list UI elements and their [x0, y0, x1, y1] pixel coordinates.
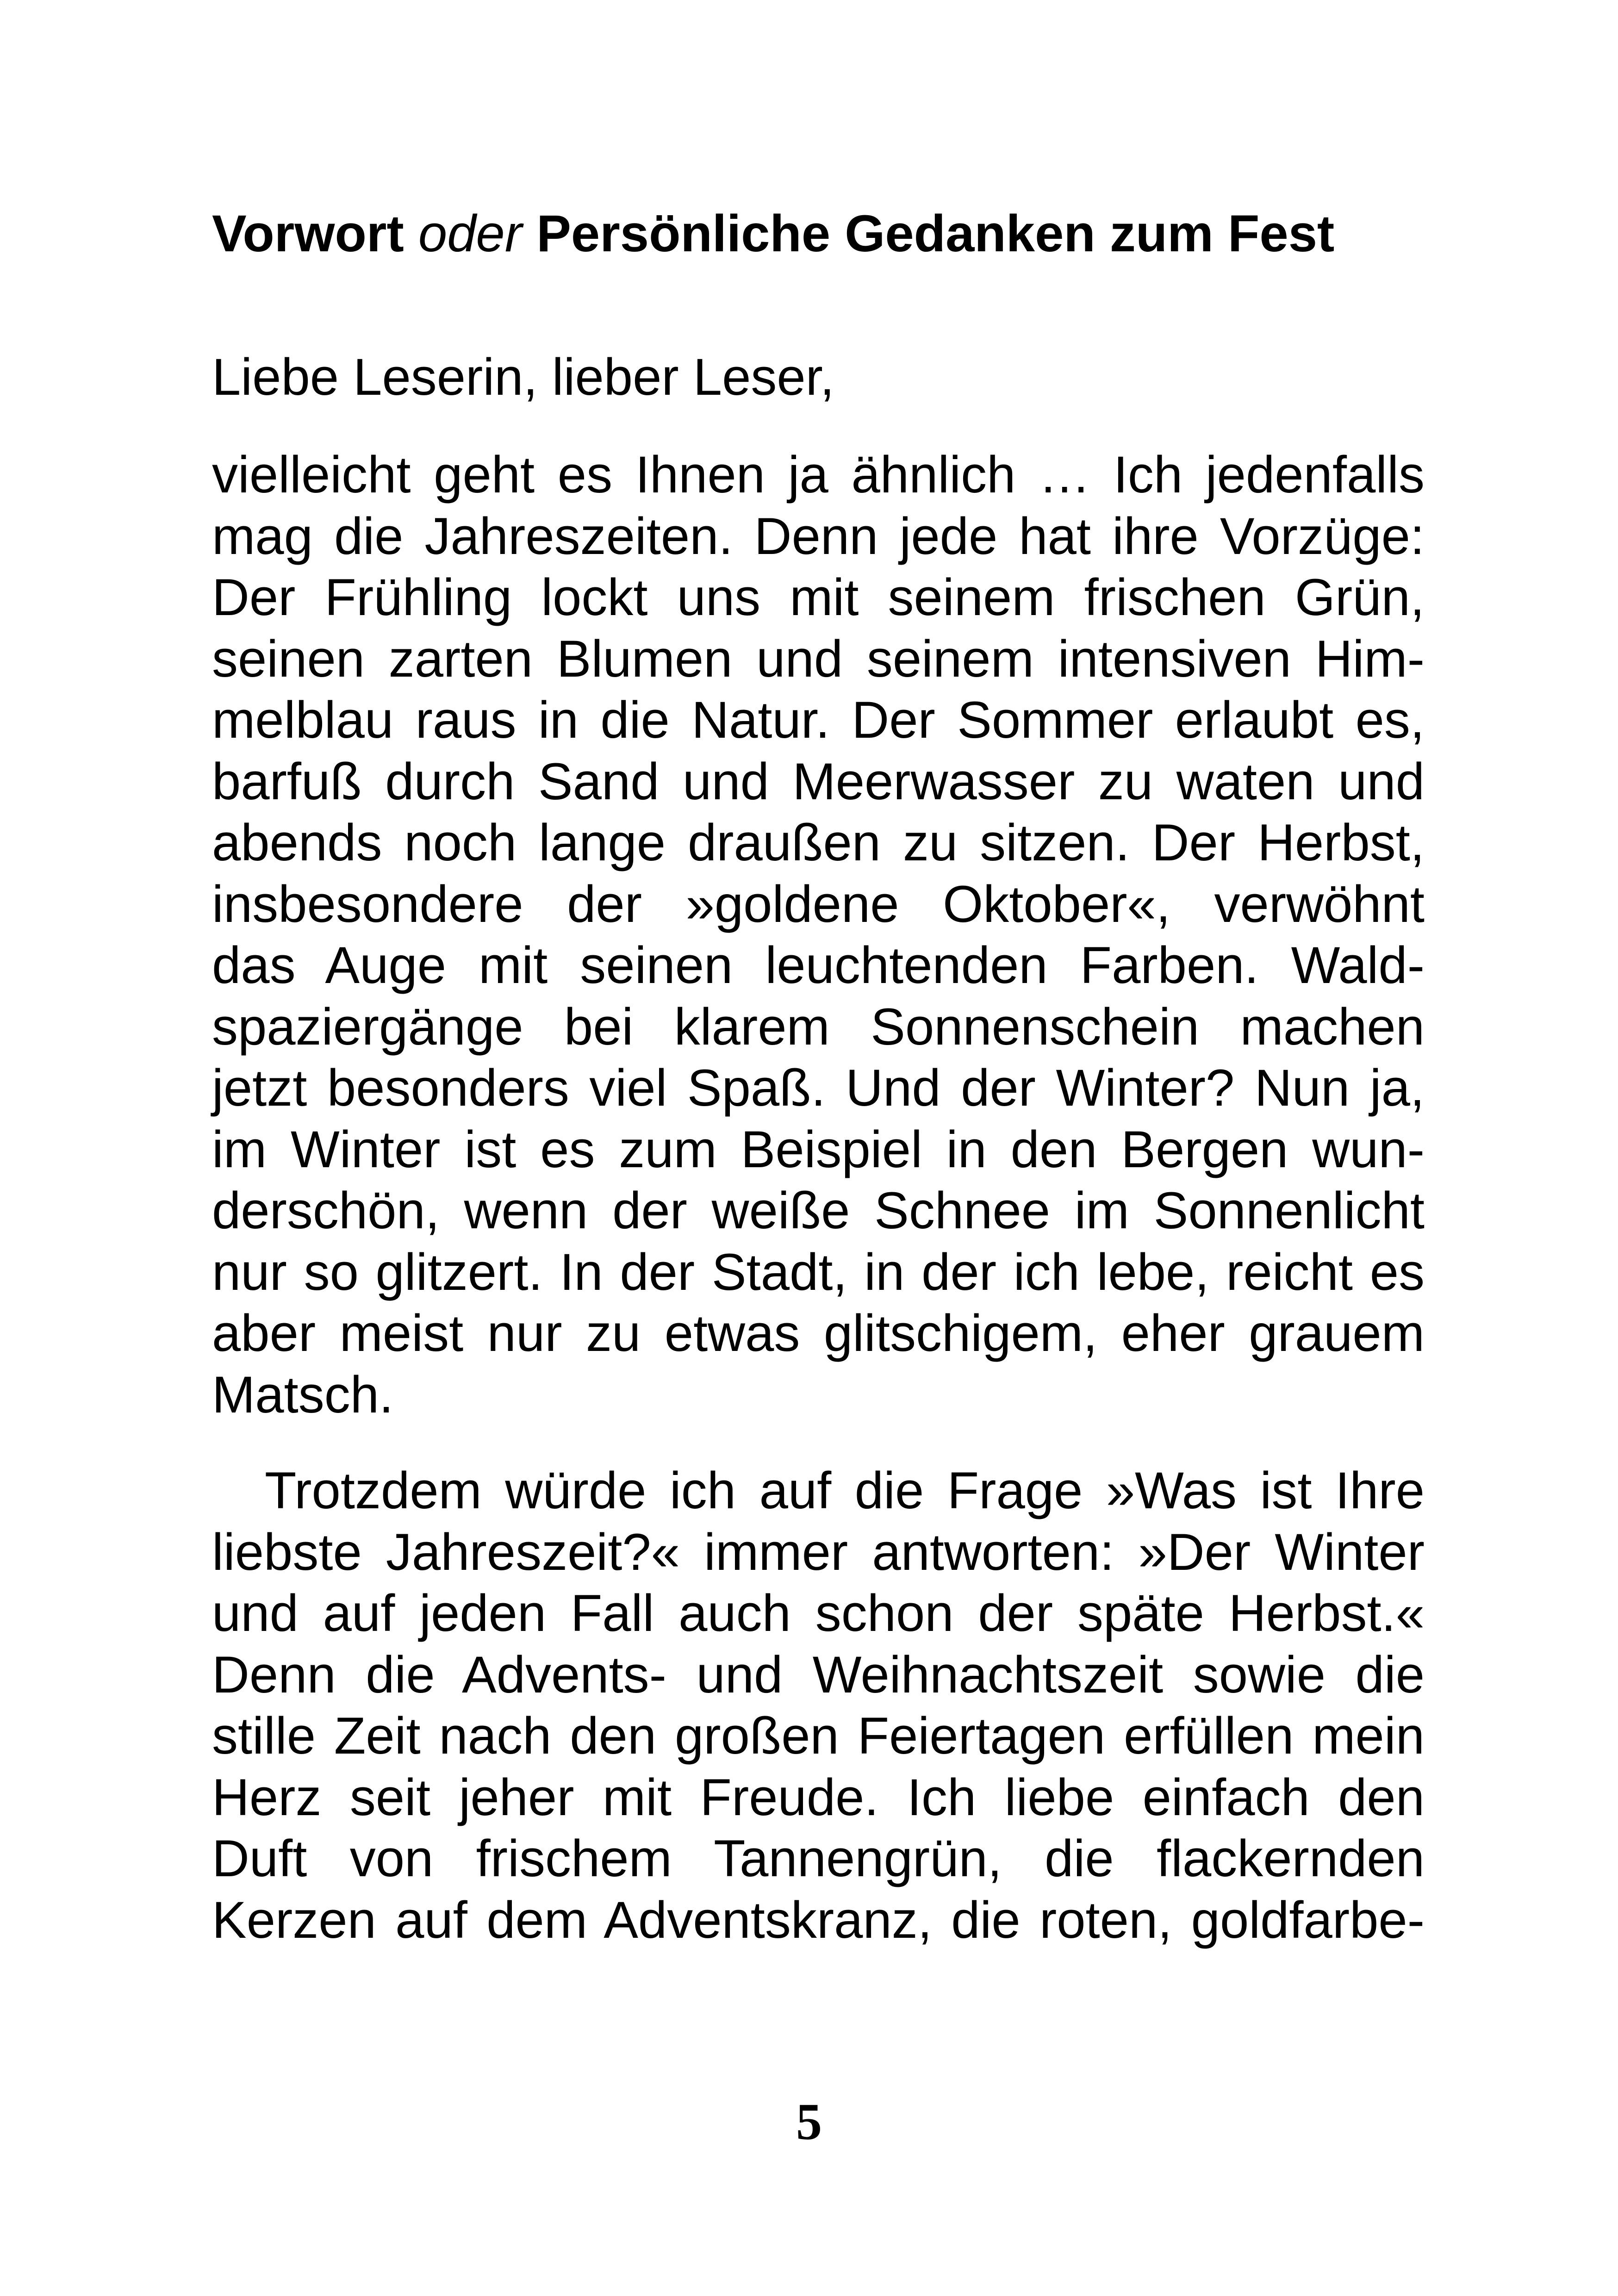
paragraph-line: Matsch.	[212, 1365, 394, 1424]
paragraph-line: liebste Jahreszeit?« immer antworten: »Der Winter	[212, 1523, 1425, 1581]
paragraph-line: und auf jeden Fall auch schon der späte Herbst.«	[212, 1584, 1425, 1642]
paragraph-line: barfuß durch Sand und Meerwasser zu waten und	[212, 752, 1425, 810]
paragraph-line: Der Frühling lockt uns mit seinem frischen Grün,	[212, 568, 1425, 626]
heading-part-gedanken: Persönliche Gedanken zum Fest	[522, 205, 1335, 262]
paragraph-line: vielleicht geht es Ihnen ja ähnlich … Ich jedenfalls	[212, 446, 1425, 504]
heading-part-vorwort: Vorwort	[212, 205, 418, 262]
paragraph-line: melblau raus in die Natur. Der Sommer erlaubt es,	[212, 691, 1425, 749]
paragraph-line: abends noch lange draußen zu sitzen. Der Herbst,	[212, 814, 1425, 871]
paragraph-line: Kerzen auf dem Adventskranz, die roten, goldfarbe-	[212, 1891, 1425, 1949]
paragraph-line: Trotzdem würde ich auf die Frage »Was ist Ihre	[265, 1462, 1425, 1519]
paragraph-line: nur so glitzert. In der Stadt, in der ich lebe, reicht es	[212, 1243, 1425, 1301]
paragraph-line: stille Zeit nach den großen Feiertagen erfüllen mein	[212, 1707, 1425, 1765]
paragraph-line: Denn die Advents- und Weihnachtszeit sowie die	[212, 1645, 1425, 1704]
chapter-heading	[212, 199, 1415, 268]
paragraph-line: spaziergänge bei klarem Sonnenschein machen	[212, 997, 1425, 1056]
paragraph-line: Duft von frischem Tannengrün, die flackernden	[212, 1829, 1425, 1887]
paragraph-1	[212, 444, 1425, 1425]
page-number: 5	[796, 2093, 822, 2151]
paragraph-line: insbesondere der »goldene Oktober«, verwöhnt	[212, 875, 1425, 933]
paragraph-line: jetzt besonders viel Spaß. Und der Winter? Nun ja,	[212, 1059, 1425, 1117]
heading-part-oder: oder	[418, 205, 523, 262]
paragraph-line: derschön, wenn der weiße Schnee im Sonnenlicht	[212, 1182, 1425, 1239]
paragraph-line: aber meist nur zu etwas glitschigem, eher grauem	[212, 1304, 1425, 1362]
paragraph-line: im Winter ist es zum Beispiel in den Bergen wun-	[212, 1120, 1425, 1178]
paragraph-2	[212, 1460, 1425, 1951]
salutation: Liebe Leserin, lieber Leser,	[212, 348, 834, 406]
paragraph-line: das Auge mit seinen leuchtenden Farben. Wald-	[212, 936, 1425, 994]
paragraph-line: Herz seit jeher mit Freude. Ich liebe einfach den	[212, 1768, 1425, 1826]
paragraph-line: mag die Jahreszeiten. Denn jede hat ihre Vorzüge:	[212, 507, 1425, 565]
paragraph-line: seinen zarten Blumen und seinem intensiven Him-	[212, 629, 1425, 688]
